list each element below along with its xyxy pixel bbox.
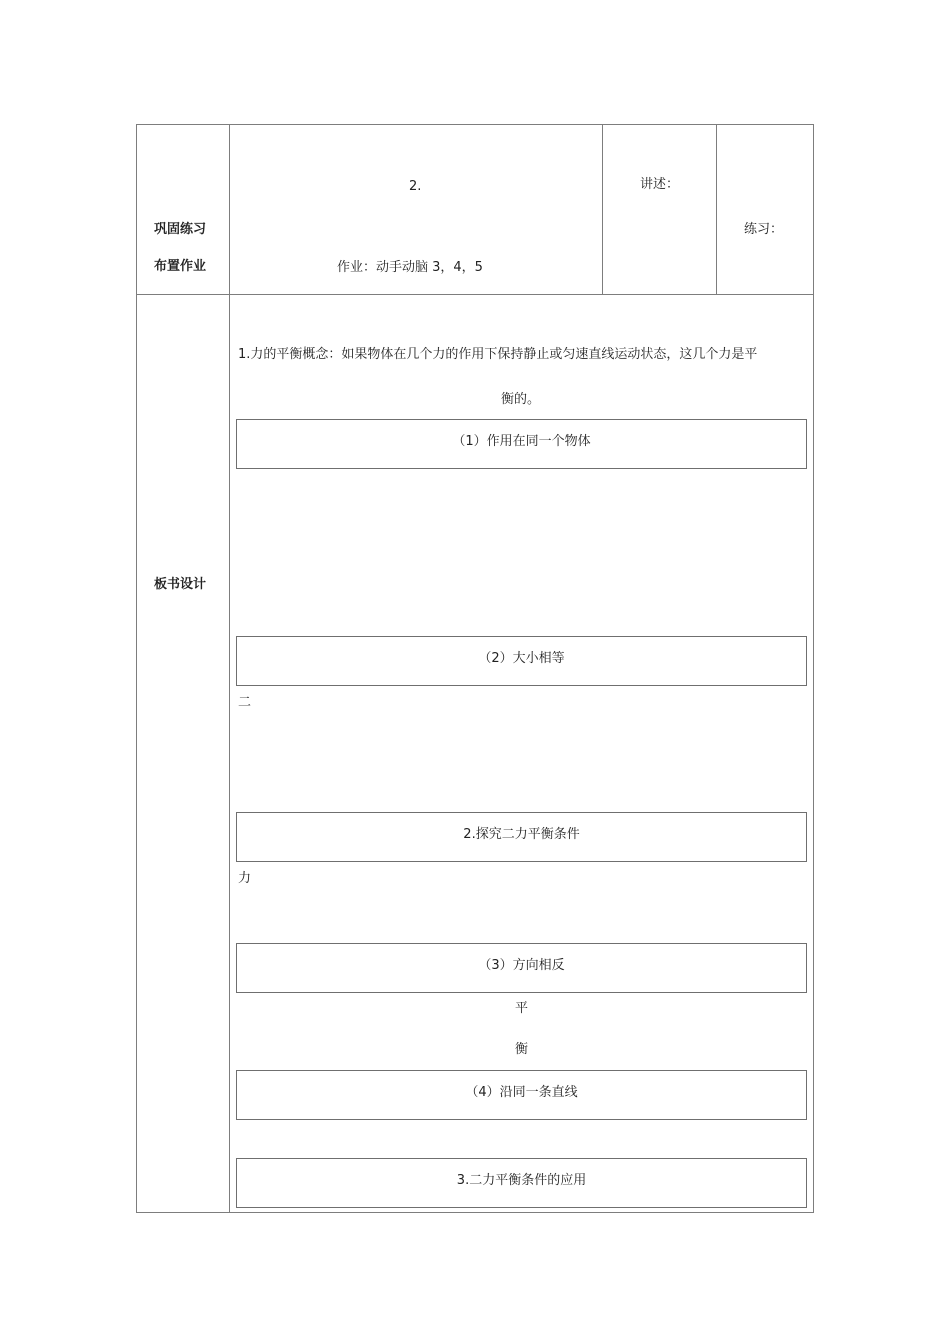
explain-label: 讲述： — [640, 177, 680, 192]
row1-label-line1: 巩固练习 — [154, 222, 207, 237]
explore-box-text: 2.探究二力平衡条件 — [463, 827, 580, 842]
table-col-divider-3 — [716, 124, 717, 295]
practice-label: 练习： — [744, 222, 784, 237]
row2-label: 板书设计 — [154, 577, 207, 592]
condition-box-3 — [236, 943, 807, 993]
concept-line2: 衡的。 — [501, 392, 541, 407]
side-char-li: 力 — [238, 871, 252, 886]
table-right-border — [813, 124, 814, 1213]
table-row-divider — [136, 294, 814, 295]
condition-box-2-text: （2）大小相等 — [478, 651, 565, 666]
application-box-text: 3.二力平衡条件的应用 — [456, 1173, 587, 1188]
condition-box-1-text: （1）作用在同一个物体 — [452, 434, 591, 449]
center-char-heng: 衡 — [515, 1042, 529, 1057]
homework-text: 作业：动手动脑 3，4，5 — [337, 260, 483, 275]
condition-box-1 — [236, 419, 807, 469]
condition-box-3-text: （3）方向相反 — [478, 958, 565, 973]
table-col-divider — [229, 124, 230, 1213]
table-bottom-border — [136, 1212, 814, 1213]
condition-box-4-text: （4）沿同一条直线 — [465, 1085, 578, 1100]
condition-box-4 — [236, 1070, 807, 1120]
table-col-divider-2 — [602, 124, 603, 295]
table-left-border — [136, 124, 137, 1213]
item-number: 2. — [409, 179, 422, 194]
condition-box-2 — [236, 636, 807, 686]
center-char-ping: 平 — [515, 1001, 529, 1016]
table-top-border — [136, 124, 814, 125]
concept-line1: 1.力的平衡概念：如果物体在几个力的作用下保持静止或匀速直线运动状态，这几个力是平 — [238, 347, 758, 362]
explore-box — [236, 812, 807, 862]
application-box — [236, 1158, 807, 1208]
side-char-er: 二 — [238, 695, 252, 710]
row1-label-line2: 布置作业 — [154, 259, 207, 274]
